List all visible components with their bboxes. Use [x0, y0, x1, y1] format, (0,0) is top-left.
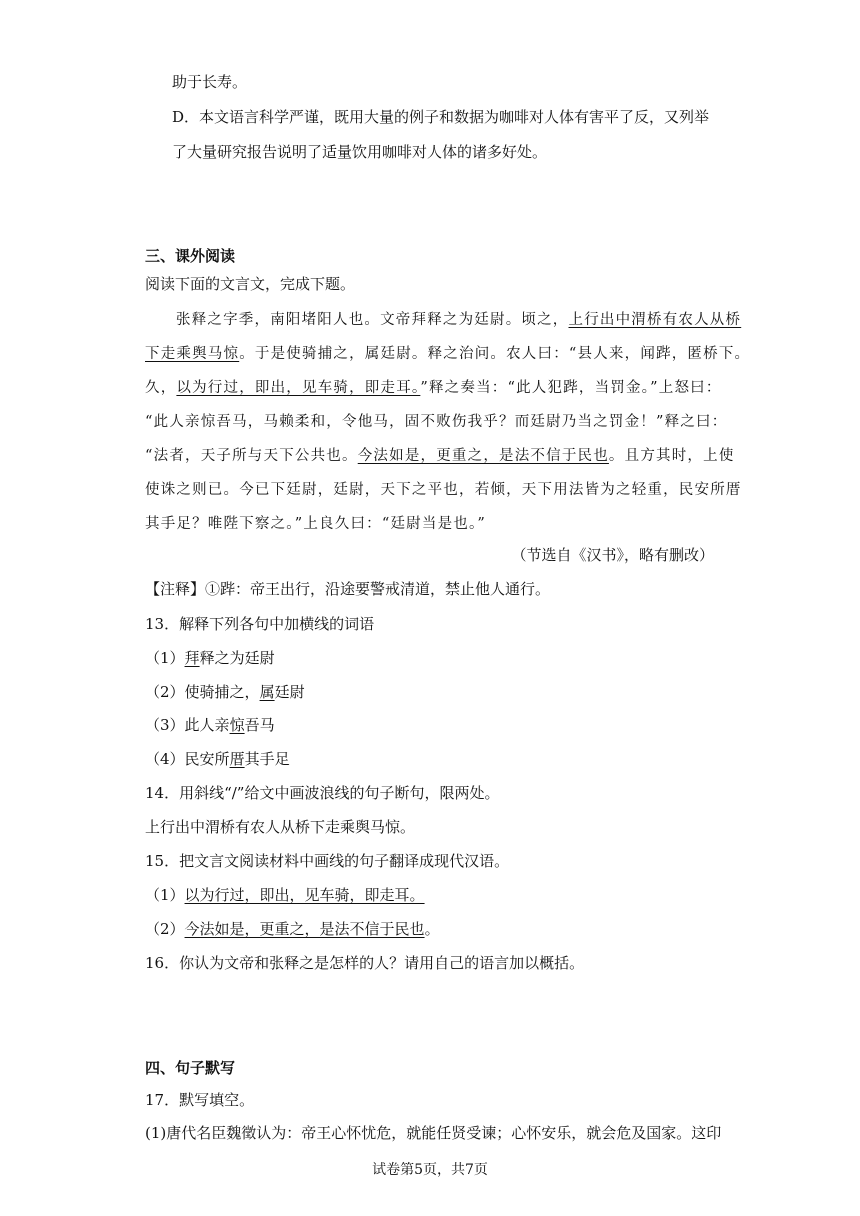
passage-text: 。且方其时，上使: [608, 448, 735, 464]
passage-line-3: [145, 378, 722, 398]
question-15-stem: 15．把文言文阅读材料中画线的句子翻译成现代汉语。: [145, 852, 510, 870]
passage-text: 久，: [145, 380, 177, 396]
passage-line-2: [145, 344, 750, 364]
question-13-item-1: （1）拜释之为廷尉: [145, 649, 275, 667]
question-14-sentence: 上行出中渭桥有农人从桥下走乘舆马惊。: [145, 818, 416, 836]
passage-text: 张释之字季，南阳堵阳人也。文帝拜释之为廷尉。顷之，: [176, 312, 569, 328]
question-15-item-1: （1）以为行过，即出，见车骑，即走耳。: [145, 886, 425, 904]
section-3-heading: 三、课外阅读: [145, 247, 236, 265]
section-3-instruction: 阅读下面的文言文，完成下题。: [145, 275, 356, 293]
question-15-item-2: （2）今法如是，更重之，是法不信于民也。: [145, 920, 440, 938]
passage-line-7: 其手足？唯陛下察之。”上良久曰：“廷尉当是也。”: [145, 516, 487, 532]
passage-text: 。于是使骑捕之，属廷尉。释之治问。农人曰：“县人来，闻跸，匿桥下。: [239, 346, 751, 362]
question-13-item-4: （4）民安所厝其手足: [145, 750, 290, 768]
wavy-underlined-sentence: 下走乘舆马惊: [145, 346, 240, 362]
underlined-sentence-2: 今法如是，更重之，是法不信于民也: [357, 448, 609, 464]
passage-source: （节选自《汉书》，略有删改）: [511, 546, 714, 564]
underlined-sentence: 以为行过，即出，见车骑，即走耳。: [184, 886, 425, 904]
option-c-tail: 助于长寿。: [172, 73, 248, 91]
question-17-stem: 17．默写填空。: [145, 1091, 255, 1109]
passage-line-5: [145, 446, 735, 466]
passage-line-1: [176, 310, 741, 330]
wavy-underlined-sentence: 上行出中渭桥有农人从桥: [568, 312, 742, 328]
question-13-item-2: （2）使骑捕之，属廷尉: [145, 683, 305, 701]
underlined-word: 拜: [184, 649, 200, 667]
underlined-sentence: 今法如是，更重之，是法不信于民也: [184, 920, 425, 938]
annotation-note: 【注释】①跸：帝王出行，沿途要警戒清道，禁止他人通行。: [145, 580, 551, 598]
option-d-line-2: 了大量研究报告说明了适量饮用咖啡对人体的诸多好处。: [172, 143, 548, 161]
passage-line-4: “此人亲惊吾马，马赖柔和，令他马，固不败伤我乎？而廷尉乃当之罚金！”释之曰：: [145, 414, 728, 430]
underlined-word: 属: [259, 683, 275, 701]
underlined-sentence-1: 以为行过，即出，见车骑，即走耳。: [176, 380, 421, 396]
question-13-item-3: （3）此人亲惊吾马: [145, 716, 275, 734]
underlined-word: 惊: [229, 716, 245, 734]
passage-text: ”释之奏当：“此人犯跸，当罚金。”上怒曰：: [420, 380, 722, 396]
passage-text: “法者，天子所与天下公共也。: [145, 448, 358, 464]
underlined-word: 厝: [229, 750, 245, 768]
question-17-item-1: (1)唐代名臣魏徵认为：帝王心怀忧危，就能任贤受谏；心怀安乐，就会危及国家。这印: [145, 1124, 722, 1142]
section-4-heading: 四、句子默写: [145, 1059, 236, 1077]
question-16: 16．你认为文帝和张释之是怎样的人？请用自己的语言加以概括。: [145, 954, 585, 972]
page-footer: 试卷第5页，共7页: [372, 1162, 488, 1178]
question-13-stem: 13．解释下列各句中加横线的词语: [145, 615, 375, 633]
passage-line-6: 使诛之则已。今已下廷尉，廷尉，天下之平也，若倾，天下用法皆为之轻重，民安所厝: [145, 482, 742, 498]
option-d-line-1: D．本文语言科学严谨，既用大量的例子和数据为咖啡对人体有害平了反，又列举: [172, 108, 710, 126]
question-14-stem: 14．用斜线“/”给文中画波浪线的句子断句，限两处。: [145, 784, 500, 802]
